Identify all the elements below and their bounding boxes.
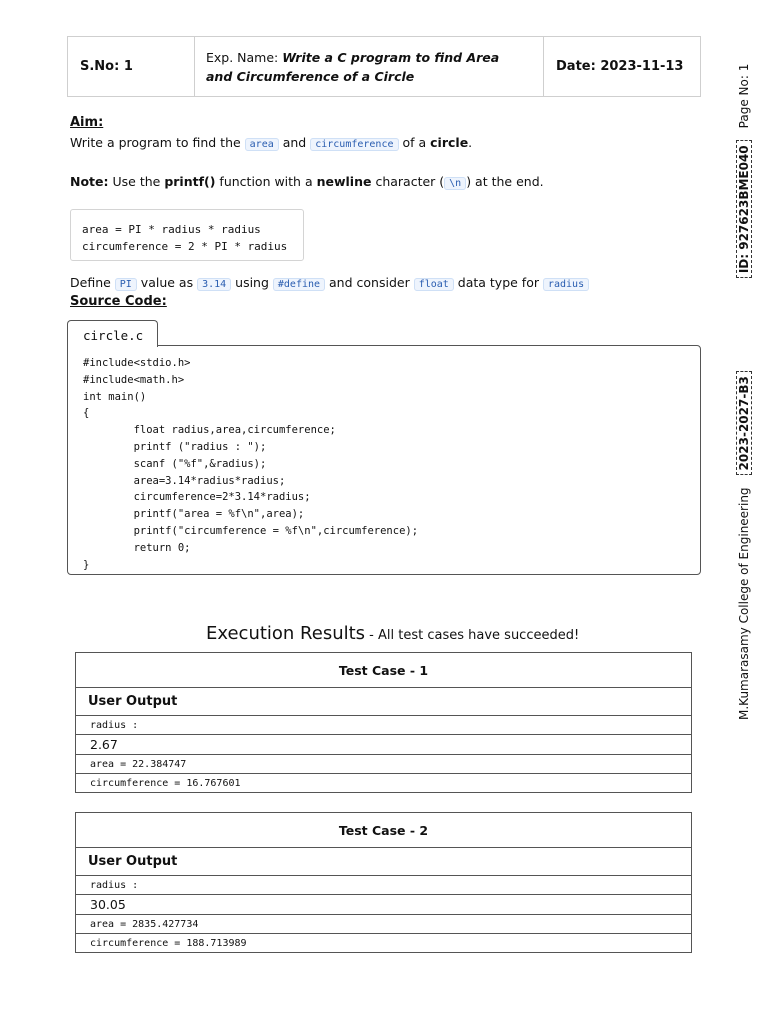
- code-line: printf ("radius : ");: [83, 440, 267, 453]
- code-chip-float: float: [414, 278, 454, 291]
- define-text: [70, 275, 589, 290]
- code-line: area=3.14*radius*radius;: [83, 474, 286, 487]
- user-input-value: 2.67: [76, 735, 691, 755]
- formula-box: [70, 209, 304, 261]
- code-line: printf("area = %f\n",area);: [83, 508, 305, 521]
- code-chip-circumference: circumference: [310, 138, 398, 151]
- test-case-title: Test Case - 2: [76, 813, 691, 848]
- code-line: }: [83, 558, 90, 571]
- output-circumference: circumference = 16.767601: [90, 777, 241, 789]
- execution-results-title: [206, 623, 579, 644]
- output-area: area = 22.384747: [76, 755, 691, 774]
- batch-code: 2023-2027-B3: [736, 371, 752, 475]
- execution-results-status: - All test cases have succeeded!: [365, 628, 580, 643]
- output-prompt: radius :: [76, 716, 691, 735]
- code-line: scanf ("%f",&radius);: [83, 457, 267, 470]
- output-prompt: radius :: [76, 876, 691, 895]
- user-output-label: User Output: [76, 688, 691, 716]
- formula-area: area = PI * radius * radius: [82, 223, 261, 236]
- exp-name-label: Exp. Name:: [206, 49, 283, 65]
- note-bold-newline: newline: [316, 174, 372, 189]
- test-case-2: [75, 812, 692, 953]
- test-case-1: [75, 652, 692, 793]
- page-number: Page No: 1: [737, 63, 751, 129]
- aim-text-part: .: [468, 135, 473, 150]
- user-input-value: 30.05: [76, 895, 691, 915]
- code-line: {: [83, 407, 90, 420]
- output-circumference: circumference = 188.713989: [90, 937, 247, 949]
- note-text-part: Use the: [108, 174, 165, 189]
- code-line: #include<stdio.h>: [83, 357, 191, 369]
- experiment-header: [67, 36, 701, 97]
- experiment-date: Date: 2023-11-13: [556, 59, 684, 74]
- note-text-part: function with a: [215, 174, 317, 189]
- user-output-label: User Output: [76, 848, 691, 876]
- define-text-part: Define: [70, 275, 115, 290]
- code-line: #include<math.h>: [83, 373, 185, 386]
- code-chip-pi: PI: [115, 278, 137, 291]
- code-block: [67, 345, 701, 575]
- note-text-part: ) at the end.: [466, 174, 544, 189]
- define-text-part: using: [231, 275, 273, 290]
- execution-results-heading: Execution Results: [206, 623, 366, 644]
- code-chip-area: area: [245, 138, 279, 151]
- aim-text: [70, 135, 472, 150]
- note-text: [70, 174, 544, 189]
- note-label: Note:: [70, 174, 109, 189]
- define-text-part: data type for: [453, 275, 543, 290]
- aim-text-part: and: [278, 135, 311, 150]
- aim-bold-circle: circle: [430, 135, 469, 150]
- side-margin-info: [736, 64, 752, 720]
- experiment-name: [195, 37, 544, 96]
- aim-text-part: Write a program to find the: [70, 135, 245, 150]
- code-chip-radius: radius: [543, 278, 589, 291]
- define-text-part: and consider: [325, 275, 414, 290]
- code-chip-newline: \n: [444, 177, 466, 190]
- code-line: circumference=2*3.14*radius;: [83, 491, 311, 504]
- serial-number: S.No: 1: [68, 37, 195, 96]
- code-line: float radius,area,circumference;: [83, 424, 336, 437]
- note-bold-printf: printf(): [164, 174, 216, 189]
- aim-text-part: of a: [398, 135, 431, 150]
- code-line: return 0;: [83, 541, 191, 554]
- exp-name-title: Write a C program to find Area and Circumference of a Circle: [206, 49, 500, 84]
- file-name-tab: circle.c: [67, 320, 158, 347]
- test-case-title: Test Case - 1: [76, 653, 691, 688]
- note-text-part: character (: [371, 174, 445, 189]
- define-text-part: value as: [136, 275, 198, 290]
- output-area: area = 2835.427734: [76, 915, 691, 934]
- code-line: int main(): [83, 390, 147, 403]
- college-name: M.Kumarasamy College of Engineering: [737, 487, 751, 720]
- source-code-heading: Source Code:: [70, 294, 167, 309]
- student-id: ID: 927623BME040: [736, 140, 752, 278]
- formula-circumference: circumference = 2 * PI * radius: [82, 240, 288, 253]
- code-chip-define: #define: [273, 278, 325, 291]
- code-chip-value: 3.14: [197, 278, 231, 291]
- aim-heading: Aim:: [70, 115, 104, 130]
- code-line: printf("circumference = %f\n",circumference);: [83, 524, 419, 537]
